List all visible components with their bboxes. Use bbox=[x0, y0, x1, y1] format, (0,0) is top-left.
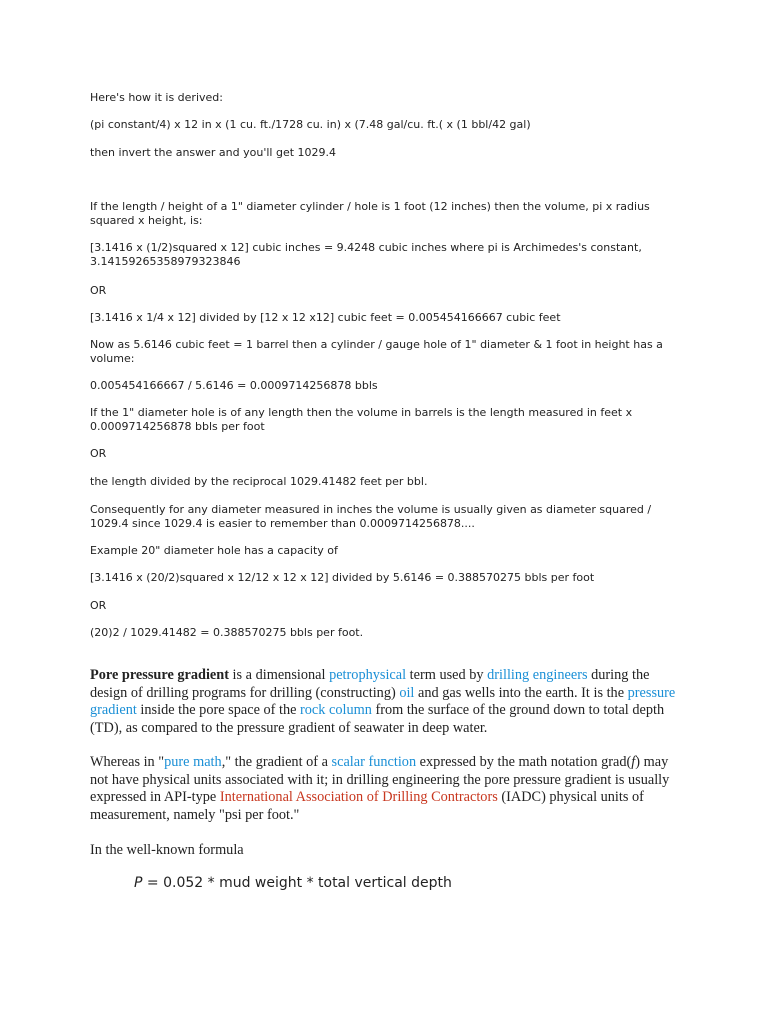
link-pressure-gradient[interactable]: pressure gradient bbox=[90, 684, 676, 718]
cylinder-paragraph: If the length / height of a 1" diameter cylinder / hole is 1 foot (12 inches) then the volume, pi x radius squared x height, is: bbox=[90, 200, 650, 227]
pore-pressure-term: Pore pressure gradient bbox=[90, 667, 229, 683]
link-drilling-engineers[interactable]: drilling engineers bbox=[487, 667, 588, 683]
reciprocal-note: the length divided by the reciprocal 1029.41482 feet per bbl. bbox=[90, 475, 428, 488]
consequently-note: Consequently for any diameter measured in inches the volume is usually given as diameter squared / 1029.4 since 1029.4 is easier to remember than 0.0009714256878.... bbox=[90, 503, 652, 530]
pore-text-5: inside the pore space of the bbox=[136, 702, 301, 718]
pressure-formula bbox=[134, 874, 452, 892]
function-f: f bbox=[631, 754, 636, 770]
pore-text-2: term used by bbox=[406, 667, 488, 683]
pore-text-1: is a dimensional bbox=[228, 667, 330, 683]
link-petrophysical[interactable]: petrophysical bbox=[329, 667, 407, 683]
derivation-formula: (pi constant/4) x 12 in x (1 cu. ft./1728 cu. in) x (7.48 gal/cu. ft.( x (1 bbl/42 gal) bbox=[90, 118, 531, 131]
or-separator-2: OR bbox=[90, 447, 107, 460]
example-short: (20)2 / 1029.41482 = 0.388570275 bbls per foot. bbox=[90, 626, 364, 639]
link-pure-math[interactable]: pure math bbox=[164, 754, 222, 770]
barrel-note: Now as 5.6146 cubic feet = 1 barrel then a cylinder / gauge hole of 1" diameter & 1 foot in height has a volume: bbox=[90, 338, 663, 365]
link-iadc[interactable]: International Association of Drilling Contractors bbox=[219, 789, 498, 805]
pore-pressure-paragraph bbox=[90, 667, 690, 737]
example-calc: [3.1416 x (20/2)squared x 12/12 x 12 x 12] divided by 5.6146 = 0.388570275 bbls per foot bbox=[90, 571, 595, 584]
cylinder-calc-inches: [3.1416 x (1/2)squared x 12] cubic inches = 9.4248 cubic inches where pi is Archimedes's constant, 3.14159265358979323846 bbox=[90, 241, 642, 268]
cylinder-calc-feet: [3.1416 x 1/4 x 12] divided by [12 x 12 x12] cubic feet = 0.005454166667 cubic feet bbox=[90, 311, 561, 324]
formula-variable-p: P bbox=[134, 875, 143, 891]
whereas-text-1: Whereas in " bbox=[90, 754, 165, 770]
example-title: Example 20" diameter hole has a capacity of bbox=[90, 544, 338, 557]
any-length-note: If the 1" diameter hole is of any length then the volume in barrels is the length measured in feet x 0.0009714256878 bbls per foot bbox=[90, 406, 633, 433]
whereas-paragraph bbox=[90, 754, 690, 824]
link-scalar-function[interactable]: scalar function bbox=[331, 754, 417, 770]
derivation-intro: Here's how it is derived: bbox=[90, 91, 223, 104]
whereas-text-5: (IADC) physical units of measurement, namely "psi per foot." bbox=[90, 789, 644, 823]
well-known-formula-intro: In the well-known formula bbox=[90, 842, 244, 858]
link-oil[interactable]: oil bbox=[399, 684, 415, 701]
formula-rest: = 0.052 * mud weight * total vertical depth bbox=[142, 875, 452, 891]
or-separator-3: OR bbox=[90, 599, 107, 612]
whereas-text-2: ," the gradient of a bbox=[221, 754, 332, 770]
derivation-invert: then invert the answer and you'll get 1029.4 bbox=[90, 146, 337, 159]
bbls-calc: 0.005454166667 / 5.6146 = 0.0009714256878 bbls bbox=[90, 379, 378, 392]
pore-text-4: and gas wells into the earth. It is the bbox=[414, 684, 628, 701]
or-separator-1: OR bbox=[90, 284, 107, 297]
whereas-text-4: ) may not have physical units associated with it; in drilling engineering the pore pressure gradient is usually expressed in API-type bbox=[90, 754, 670, 805]
pore-text-6: from the surface of the ground down to total depth (TD), as compared to the pressure gradient of seawater in deep water. bbox=[90, 702, 665, 736]
whereas-text-3: expressed by the math notation grad( bbox=[416, 754, 632, 770]
pore-text-3: during the design of drilling programs for drilling (constructing) bbox=[90, 667, 650, 701]
link-rock-column[interactable]: rock column bbox=[300, 702, 372, 718]
